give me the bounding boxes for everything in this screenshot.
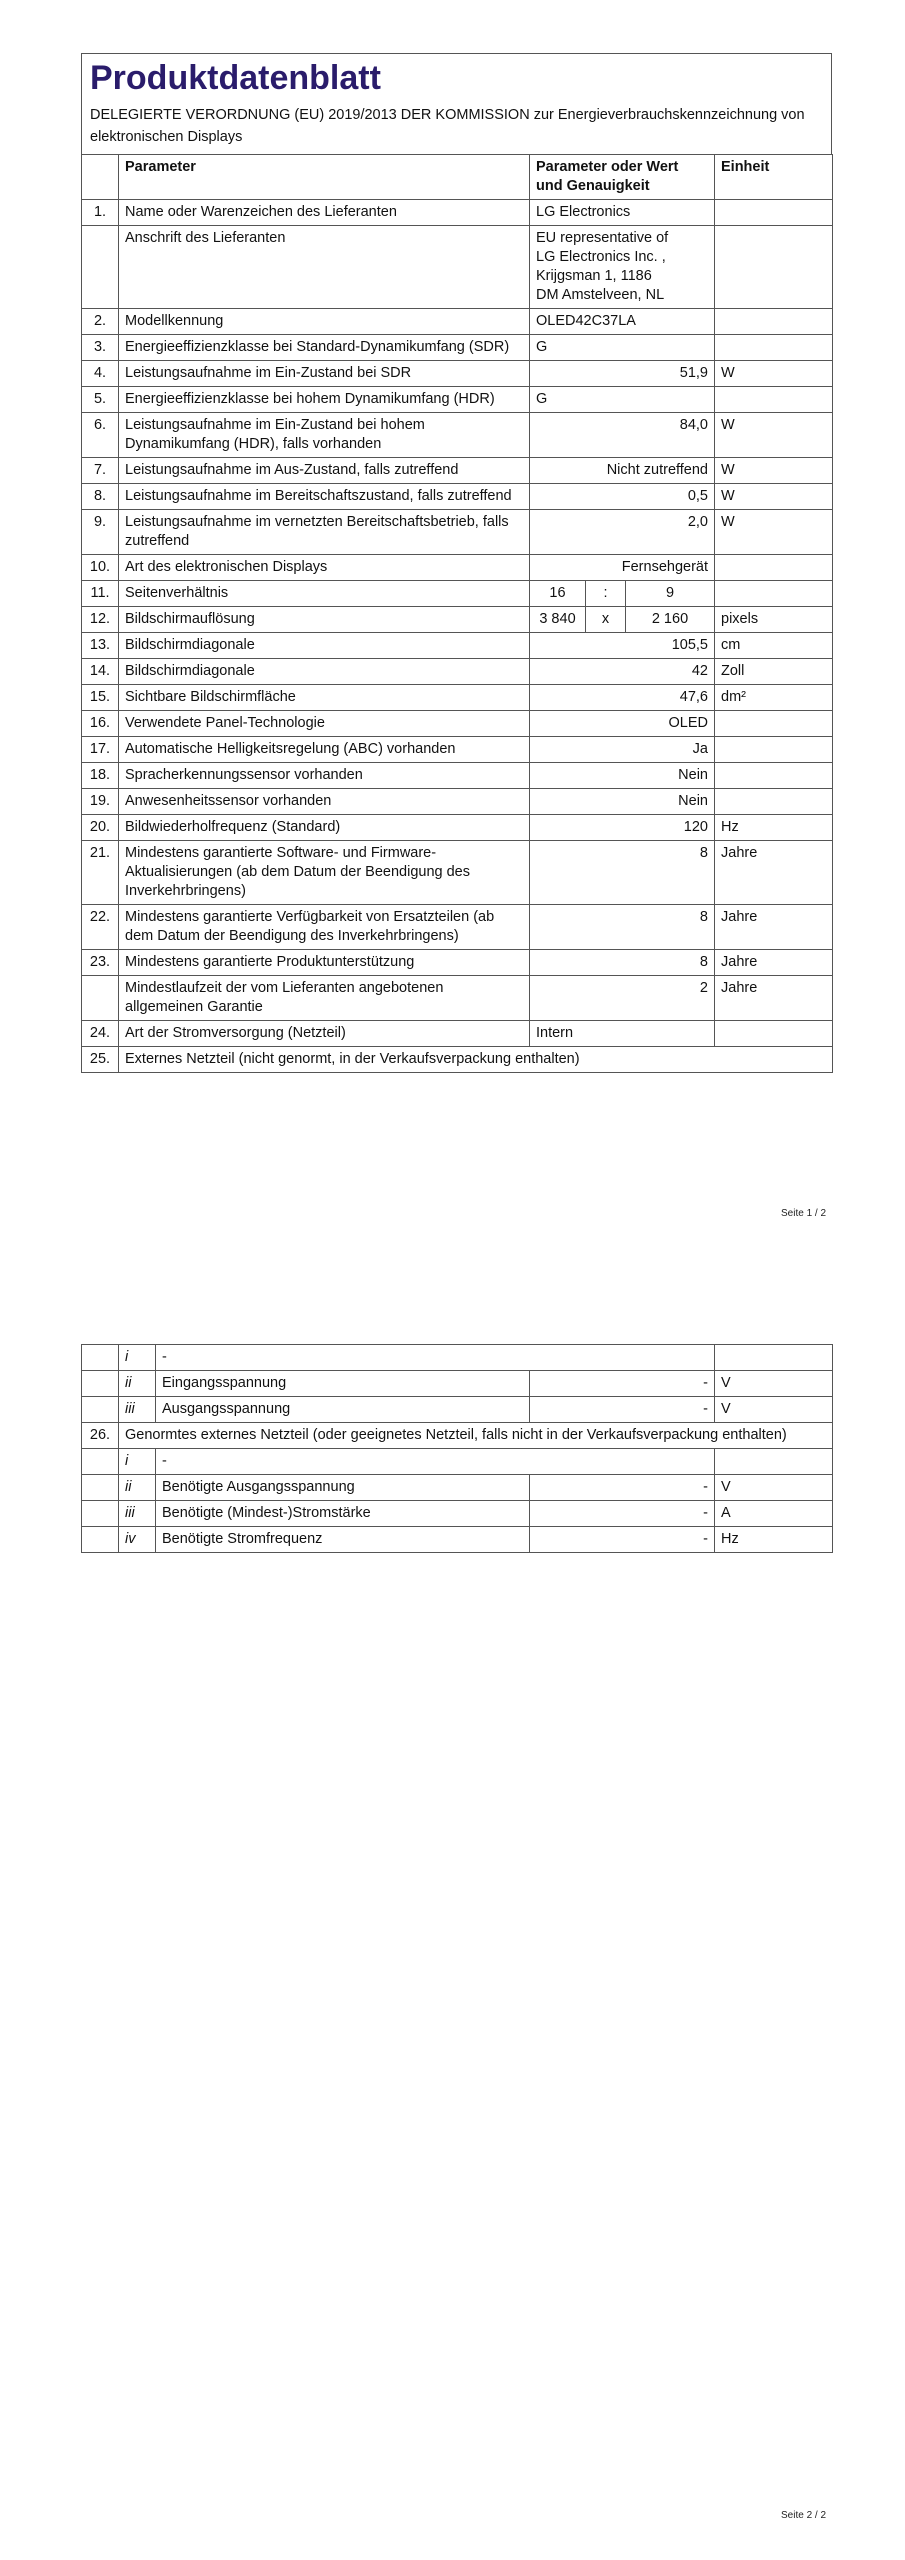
row-unit bbox=[715, 335, 833, 361]
row-label: Art des elektronischen Displays bbox=[119, 555, 530, 581]
row-unit bbox=[715, 1449, 833, 1475]
table-row bbox=[82, 226, 833, 309]
table-header-row bbox=[82, 155, 833, 200]
row-unit: V bbox=[715, 1475, 833, 1501]
row-unit bbox=[715, 789, 833, 815]
row-num: 5. bbox=[82, 387, 119, 413]
row-num: 7. bbox=[82, 458, 119, 484]
row-value: Fernsehgerät bbox=[530, 555, 715, 581]
table-row bbox=[82, 335, 833, 361]
table-row bbox=[82, 581, 833, 607]
row-label: Sichtbare Bildschirmfläche bbox=[119, 685, 530, 711]
table-row bbox=[82, 1423, 833, 1449]
row-value: - bbox=[530, 1475, 715, 1501]
row-num: 25. bbox=[82, 1047, 119, 1073]
row-num bbox=[82, 976, 119, 1021]
row-unit: cm bbox=[715, 633, 833, 659]
aspect-b: 9 bbox=[626, 581, 715, 607]
row-roman: iii bbox=[119, 1397, 156, 1423]
row-label: Energieeffizienzklasse bei hohem Dynamikumfang (HDR) bbox=[119, 387, 530, 413]
page-number: Seite 2 / 2 bbox=[781, 2510, 827, 2521]
row-num: 16. bbox=[82, 711, 119, 737]
row-label: Leistungsaufnahme im Aus-Zustand, falls zutreffend bbox=[119, 458, 530, 484]
row-num: 21. bbox=[82, 841, 119, 905]
row-value: - bbox=[530, 1527, 715, 1553]
row-unit: Jahre bbox=[715, 976, 833, 1021]
row-num: 9. bbox=[82, 510, 119, 555]
row-unit: W bbox=[715, 458, 833, 484]
row-value: 2,0 bbox=[530, 510, 715, 555]
table-row bbox=[82, 1527, 833, 1553]
row-num bbox=[82, 1345, 119, 1371]
row-num: 13. bbox=[82, 633, 119, 659]
table-row bbox=[82, 737, 833, 763]
row-unit: Jahre bbox=[715, 905, 833, 950]
table-row bbox=[82, 905, 833, 950]
product-data-table bbox=[81, 154, 833, 1073]
header-parameter: Parameter bbox=[119, 155, 530, 200]
resolution-width: 3 840 bbox=[530, 607, 586, 633]
row-num: 3. bbox=[82, 335, 119, 361]
row-label: Mindestens garantierte Software- und Firmware-Aktualisierungen (ab dem Datum der Beendigung des Inverkehrbringens) bbox=[119, 841, 530, 905]
row-roman: iv bbox=[119, 1527, 156, 1553]
row-label: Bildwiederholfrequenz (Standard) bbox=[119, 815, 530, 841]
row-num: 10. bbox=[82, 555, 119, 581]
row-value: 84,0 bbox=[530, 413, 715, 458]
row-roman: ii bbox=[119, 1475, 156, 1501]
table-row bbox=[82, 1345, 833, 1371]
row-value: Intern bbox=[530, 1021, 715, 1047]
row-label: - bbox=[156, 1345, 715, 1371]
row-num: 12. bbox=[82, 607, 119, 633]
table-row bbox=[82, 510, 833, 555]
row-label: Externes Netzteil (nicht genormt, in der Verkaufsverpackung enthalten) bbox=[119, 1047, 833, 1073]
row-unit: Zoll bbox=[715, 659, 833, 685]
row-value: 8 bbox=[530, 905, 715, 950]
header-num bbox=[82, 155, 119, 200]
row-label: Mindestens garantierte Verfügbarkeit von Ersatzteilen (ab dem Datum der Beendigung des Inverkehrbringens) bbox=[119, 905, 530, 950]
row-label: Benötigte (Mindest-)Stromstärke bbox=[156, 1501, 530, 1527]
table-row bbox=[82, 200, 833, 226]
row-num bbox=[82, 1501, 119, 1527]
row-num: 24. bbox=[82, 1021, 119, 1047]
table-row bbox=[82, 633, 833, 659]
row-label: Bildschirmdiagonale bbox=[119, 633, 530, 659]
row-value: G bbox=[530, 335, 715, 361]
row-num: 26. bbox=[82, 1423, 119, 1449]
row-value: 42 bbox=[530, 659, 715, 685]
row-unit: Hz bbox=[715, 1527, 833, 1553]
row-unit bbox=[715, 555, 833, 581]
row-unit: W bbox=[715, 484, 833, 510]
row-label: Bildschirmauflösung bbox=[119, 607, 530, 633]
row-num: 11. bbox=[82, 581, 119, 607]
row-unit: Hz bbox=[715, 815, 833, 841]
row-label: Benötigte Ausgangsspannung bbox=[156, 1475, 530, 1501]
row-unit bbox=[715, 309, 833, 335]
table-row bbox=[82, 1397, 833, 1423]
row-label: Anwesenheitssensor vorhanden bbox=[119, 789, 530, 815]
page-title: Produktdatenblatt bbox=[90, 59, 381, 97]
row-value: - bbox=[530, 1397, 715, 1423]
row-num: 17. bbox=[82, 737, 119, 763]
row-value: OLED42C37LA bbox=[530, 309, 715, 335]
row-value: - bbox=[530, 1371, 715, 1397]
table-row bbox=[82, 484, 833, 510]
row-roman: ii bbox=[119, 1371, 156, 1397]
row-value: Ja bbox=[530, 737, 715, 763]
row-unit: V bbox=[715, 1397, 833, 1423]
row-unit bbox=[715, 581, 833, 607]
table-row bbox=[82, 763, 833, 789]
table-row bbox=[82, 458, 833, 484]
page-2 bbox=[81, 1344, 832, 1553]
row-unit: V bbox=[715, 1371, 833, 1397]
table-row bbox=[82, 1371, 833, 1397]
row-value: Nicht zutreffend bbox=[530, 458, 715, 484]
row-roman: i bbox=[119, 1449, 156, 1475]
row-value: Nein bbox=[530, 789, 715, 815]
document-header bbox=[81, 53, 832, 154]
row-label: Art der Stromversorgung (Netzteil) bbox=[119, 1021, 530, 1047]
row-num bbox=[82, 226, 119, 309]
row-label: Energieeffizienzklasse bei Standard-Dynamikumfang (SDR) bbox=[119, 335, 530, 361]
table-row bbox=[82, 815, 833, 841]
table-row bbox=[82, 1449, 833, 1475]
row-unit: W bbox=[715, 510, 833, 555]
row-label: - bbox=[156, 1449, 715, 1475]
row-value: 47,6 bbox=[530, 685, 715, 711]
row-roman: i bbox=[119, 1345, 156, 1371]
row-num: 15. bbox=[82, 685, 119, 711]
row-value: EU representative of LG Electronics Inc. , Krijgsman 1, 1186 DM Amstelveen, NL bbox=[530, 226, 715, 309]
row-label: Benötigte Stromfrequenz bbox=[156, 1527, 530, 1553]
row-label: Mindestens garantierte Produktunterstützung bbox=[119, 950, 530, 976]
row-label: Anschrift des Lieferanten bbox=[119, 226, 530, 309]
row-label: Leistungsaufnahme im vernetzten Bereitschaftsbetrieb, falls zutreffend bbox=[119, 510, 530, 555]
row-unit: Jahre bbox=[715, 841, 833, 905]
row-value: G bbox=[530, 387, 715, 413]
row-value: 8 bbox=[530, 841, 715, 905]
row-num: 22. bbox=[82, 905, 119, 950]
row-unit: Jahre bbox=[715, 950, 833, 976]
row-label: Seitenverhältnis bbox=[119, 581, 530, 607]
table-row bbox=[82, 976, 833, 1021]
row-num bbox=[82, 1371, 119, 1397]
row-label: Verwendete Panel-Technologie bbox=[119, 711, 530, 737]
aspect-separator: : bbox=[586, 581, 626, 607]
header-value: Parameter oder Wert und Genauigkeit bbox=[530, 155, 715, 200]
row-unit bbox=[715, 737, 833, 763]
row-value: 8 bbox=[530, 950, 715, 976]
row-value: 105,5 bbox=[530, 633, 715, 659]
row-num bbox=[82, 1527, 119, 1553]
row-value: 51,9 bbox=[530, 361, 715, 387]
table-row bbox=[82, 309, 833, 335]
row-unit bbox=[715, 387, 833, 413]
page-number: Seite 1 / 2 bbox=[781, 1208, 827, 1219]
row-num: 4. bbox=[82, 361, 119, 387]
row-num bbox=[82, 1449, 119, 1475]
row-value: LG Electronics bbox=[530, 200, 715, 226]
table-row bbox=[82, 659, 833, 685]
row-label: Name oder Warenzeichen des Lieferanten bbox=[119, 200, 530, 226]
row-value: 0,5 bbox=[530, 484, 715, 510]
table-row bbox=[82, 685, 833, 711]
row-label: Genormtes externes Netzteil (oder geeignetes Netzteil, falls nicht in der Verkaufsverpackung enthalten) bbox=[119, 1423, 833, 1449]
row-num: 19. bbox=[82, 789, 119, 815]
row-num: 6. bbox=[82, 413, 119, 458]
regulation-subtitle: DELEGIERTE VERORDNUNG (EU) 2019/2013 DER KOMMISSION zur Energieverbrauchskennzeichnung von elektronischen Displays bbox=[90, 107, 805, 145]
row-num bbox=[82, 1397, 119, 1423]
row-label: Leistungsaufnahme im Ein-Zustand bei hohem Dynamikumfang (HDR), falls vorhanden bbox=[119, 413, 530, 458]
row-unit: W bbox=[715, 413, 833, 458]
row-value: 2 bbox=[530, 976, 715, 1021]
row-label: Mindestlaufzeit der vom Lieferanten angebotenen allgemeinen Garantie bbox=[119, 976, 530, 1021]
aspect-a: 16 bbox=[530, 581, 586, 607]
table-row bbox=[82, 607, 833, 633]
row-num: 8. bbox=[82, 484, 119, 510]
row-label: Leistungsaufnahme im Bereitschaftszustand, falls zutreffend bbox=[119, 484, 530, 510]
row-unit: pixels bbox=[715, 607, 833, 633]
row-value: OLED bbox=[530, 711, 715, 737]
row-label: Ausgangsspannung bbox=[156, 1397, 530, 1423]
table-row bbox=[82, 1047, 833, 1073]
table-row bbox=[82, 950, 833, 976]
row-value: 120 bbox=[530, 815, 715, 841]
row-unit bbox=[715, 763, 833, 789]
row-label: Automatische Helligkeitsregelung (ABC) vorhanden bbox=[119, 737, 530, 763]
row-roman: iii bbox=[119, 1501, 156, 1527]
product-data-table-continued bbox=[81, 1344, 833, 1553]
row-num: 2. bbox=[82, 309, 119, 335]
header-unit: Einheit bbox=[715, 155, 833, 200]
table-row bbox=[82, 841, 833, 905]
table-row bbox=[82, 413, 833, 458]
row-label: Bildschirmdiagonale bbox=[119, 659, 530, 685]
resolution-separator: x bbox=[586, 607, 626, 633]
row-num: 20. bbox=[82, 815, 119, 841]
row-unit: W bbox=[715, 361, 833, 387]
row-unit bbox=[715, 1021, 833, 1047]
row-unit bbox=[715, 200, 833, 226]
row-num: 23. bbox=[82, 950, 119, 976]
table-row bbox=[82, 361, 833, 387]
row-unit bbox=[715, 226, 833, 309]
row-value: - bbox=[530, 1501, 715, 1527]
row-num: 18. bbox=[82, 763, 119, 789]
row-unit: A bbox=[715, 1501, 833, 1527]
row-unit bbox=[715, 711, 833, 737]
table-row bbox=[82, 1021, 833, 1047]
row-num bbox=[82, 1475, 119, 1501]
table-row bbox=[82, 555, 833, 581]
row-num: 14. bbox=[82, 659, 119, 685]
table-row bbox=[82, 711, 833, 737]
table-row bbox=[82, 387, 833, 413]
row-label: Leistungsaufnahme im Ein-Zustand bei SDR bbox=[119, 361, 530, 387]
table-row bbox=[82, 1501, 833, 1527]
row-label: Modellkennung bbox=[119, 309, 530, 335]
row-label: Spracherkennungssensor vorhanden bbox=[119, 763, 530, 789]
page-1 bbox=[81, 53, 832, 1073]
resolution-height: 2 160 bbox=[626, 607, 715, 633]
row-value: Nein bbox=[530, 763, 715, 789]
row-label: Eingangsspannung bbox=[156, 1371, 530, 1397]
row-unit bbox=[715, 1345, 833, 1371]
row-unit: dm² bbox=[715, 685, 833, 711]
table-row bbox=[82, 1475, 833, 1501]
table-row bbox=[82, 789, 833, 815]
row-num: 1. bbox=[82, 200, 119, 226]
